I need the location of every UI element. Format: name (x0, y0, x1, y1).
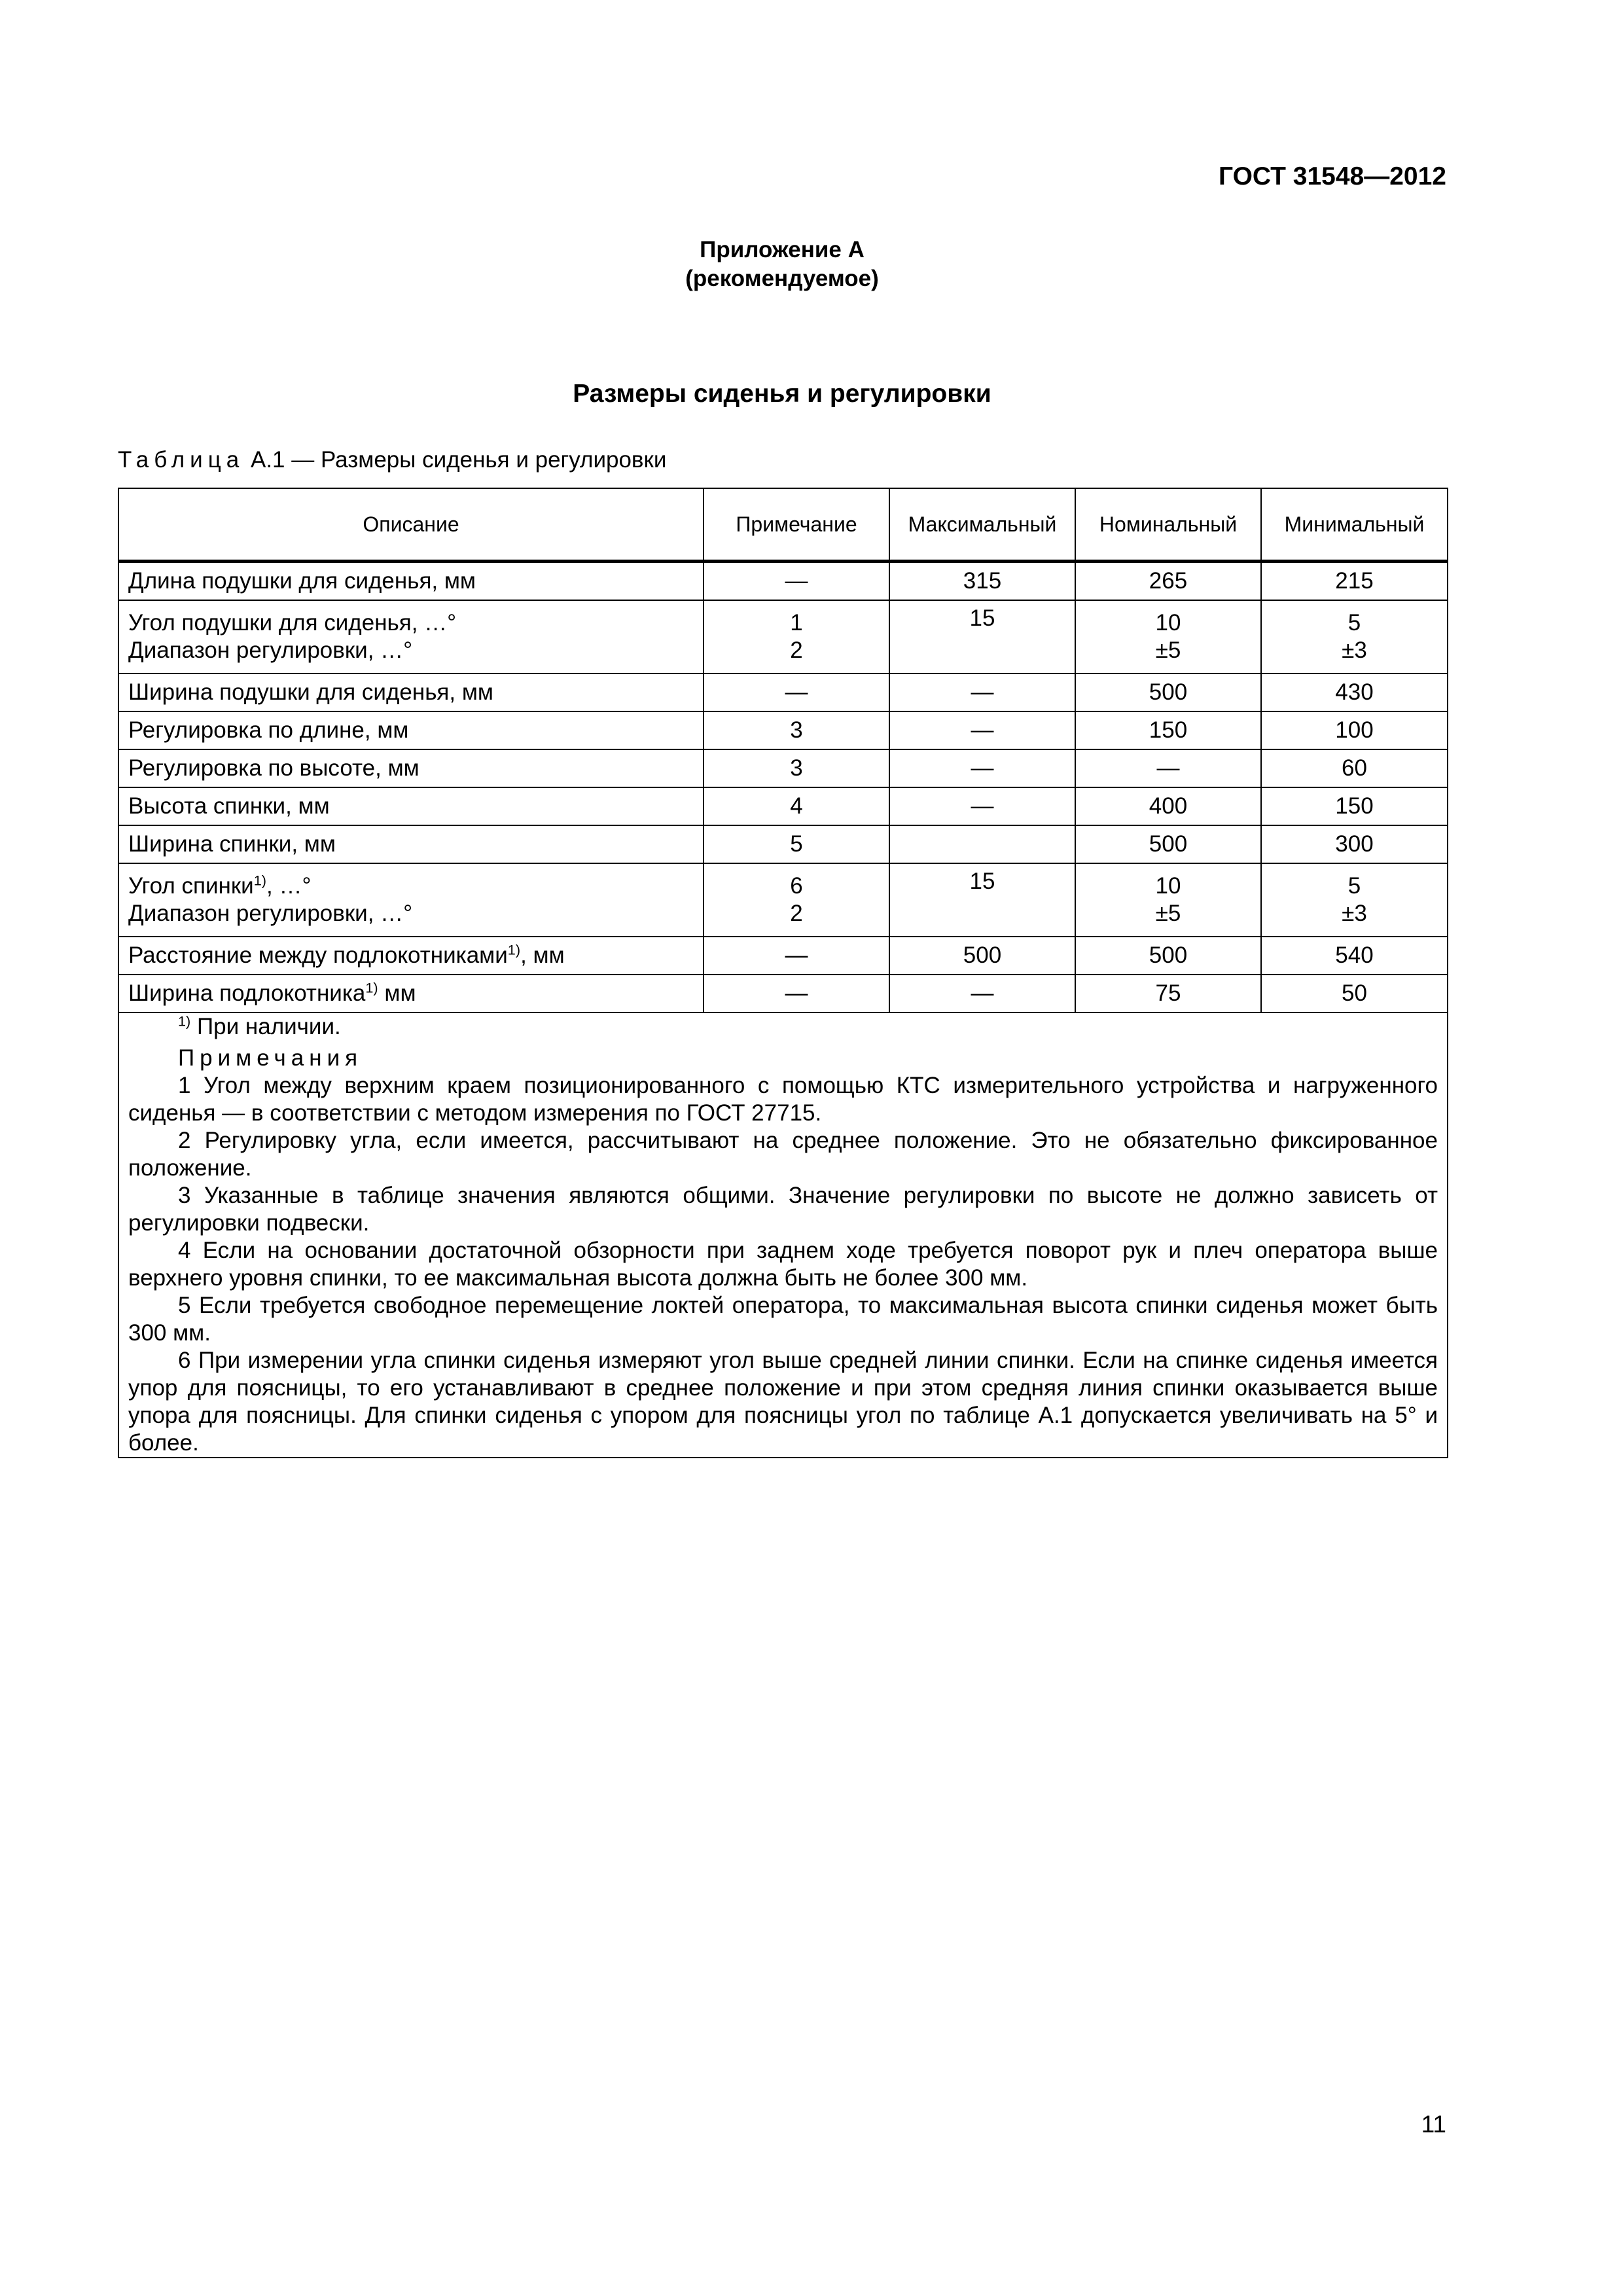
cell-nominal: 500 (1075, 673, 1261, 711)
cell-line: 1 (790, 610, 803, 636)
cell-minimum: 50 (1261, 975, 1448, 1013)
cell-maximum (889, 863, 1075, 937)
table-caption (118, 447, 666, 473)
note-item: 4 Если на основании достаточной обзорности при заднем ходе требуется поворот рук и плеч оператора выше верхнего уровня спинки, то ее максимальная высота должна быть не более 300 мм. (128, 1238, 1438, 1291)
cell-note: 5 (704, 825, 889, 863)
cell-nominal: 500 (1075, 825, 1261, 863)
note-item: 3 Указанные в таблице значения являются общими. Значение регулировки по высоте не должно зависеть от регулировки подвески. (128, 1183, 1438, 1236)
cell-note: — (704, 937, 889, 975)
cell-line: ±3 (1342, 901, 1367, 926)
table-row (118, 975, 1448, 1013)
cell-nominal (1075, 863, 1261, 937)
cell-minimum (1261, 600, 1448, 673)
cell-note: 4 (704, 787, 889, 825)
cell-line: 5 (1347, 873, 1361, 899)
page-number: 11 (1421, 2111, 1446, 2138)
cell-maximum: — (889, 673, 1075, 711)
cell-line: 2 (790, 901, 803, 926)
cell-text: , …° (266, 873, 312, 899)
cell-note (704, 600, 889, 673)
cell-maximum: — (889, 787, 1075, 825)
note-item: 5 Если требуется свободное перемещение локтей оператора, то максимальная высота спинки сиденья может быть 300 мм. (128, 1293, 1438, 1346)
cell-note: — (704, 975, 889, 1013)
cell-maximum (889, 600, 1075, 673)
appendix-title: Приложение А (700, 237, 865, 262)
cell-line (128, 872, 694, 900)
cell-line: ±3 (1342, 637, 1367, 663)
cell-note (704, 863, 889, 937)
cell-nominal (1075, 600, 1261, 673)
cell-line: ±5 (1155, 901, 1181, 926)
section-title: Размеры сиденья и регулировки (573, 380, 991, 408)
seat-dimensions-table (118, 488, 1448, 1458)
cell-line: Угол подушки для сиденья, …° (128, 610, 457, 636)
cell-maximum (889, 825, 1075, 863)
cell-description: Длина подушки для сиденья, мм (118, 562, 704, 601)
table-header-row (118, 488, 1448, 562)
cell-description (118, 937, 704, 975)
cell-description: Ширина спинки, мм (118, 825, 704, 863)
cell-text: Угол спинки (128, 873, 254, 899)
cell-description: Регулировка по высоте, мм (118, 749, 704, 787)
header-maximum: Максимальный (889, 488, 1075, 562)
cell-note: — (704, 562, 889, 601)
table-notes (118, 1013, 1448, 1458)
cell-nominal: 265 (1075, 562, 1261, 601)
cell-line: 10 (1155, 610, 1181, 636)
cell-note: 3 (704, 749, 889, 787)
cell-description (118, 863, 704, 937)
footnote-ref: 1) (253, 872, 266, 889)
header-note: Примечание (704, 488, 889, 562)
footnote-ref: 1) (507, 941, 521, 958)
cell-minimum: 300 (1261, 825, 1448, 863)
header-minimum: Минимальный (1261, 488, 1448, 562)
cell-maximum: 500 (889, 937, 1075, 975)
table-row (118, 673, 1448, 711)
cell-description (118, 600, 704, 673)
cell-maximum: — (889, 749, 1075, 787)
cell-line: 10 (1155, 873, 1181, 899)
table-notes-row (118, 1013, 1448, 1458)
cell-text: Ширина подлокотника (128, 980, 366, 1006)
cell-text: Расстояние между подлокотниками (128, 942, 508, 968)
notes-title: Примечания (178, 1045, 363, 1071)
note-item: 6 При измерении угла спинки сиденья измеряют угол выше средней линии спинки. Если на спинке сиденья имеется упор для поясницы, то его устанавливают в среднее положение и при этом средняя линия спинки оказывается выше упора для поясницы. Для спинки сиденья с упором для поясницы угол по таблице А.1 допускается увеличивать на 5° и более. (128, 1348, 1438, 1456)
appendix-heading (118, 236, 1446, 293)
cell-nominal: — (1075, 749, 1261, 787)
cell-nominal: 500 (1075, 937, 1261, 975)
cell-line: Диапазон регулировки, …° (128, 901, 413, 926)
table-row (118, 937, 1448, 975)
table-row (118, 562, 1448, 601)
cell-note: — (704, 673, 889, 711)
table-row (118, 787, 1448, 825)
cell-minimum: 100 (1261, 711, 1448, 749)
footnote-text: При наличии. (190, 1014, 341, 1039)
cell-description (118, 975, 704, 1013)
cell-nominal: 150 (1075, 711, 1261, 749)
cell-minimum: 430 (1261, 673, 1448, 711)
table-caption-text: Размеры сиденья и регулировки (320, 447, 667, 473)
cell-line: 5 (1347, 610, 1361, 636)
cell-minimum (1261, 863, 1448, 937)
cell-maximum: 315 (889, 562, 1075, 601)
document-code: ГОСТ 31548—2012 (1219, 162, 1446, 190)
header-nominal: Номинальный (1075, 488, 1261, 562)
cell-maximum: — (889, 711, 1075, 749)
footnote (128, 1013, 1438, 1041)
cell-minimum: 150 (1261, 787, 1448, 825)
cell-description: Высота спинки, мм (118, 787, 704, 825)
cell-minimum: 60 (1261, 749, 1448, 787)
header-description: Описание (118, 488, 704, 562)
footnote-ref: 1) (365, 979, 378, 996)
cell-line: Диапазон регулировки, …° (128, 637, 413, 663)
cell-line: 15 (969, 605, 995, 631)
table-row (118, 749, 1448, 787)
table-row (118, 825, 1448, 863)
cell-nominal: 400 (1075, 787, 1261, 825)
cell-line: 6 (790, 873, 803, 899)
table-row (118, 711, 1448, 749)
cell-maximum: — (889, 975, 1075, 1013)
note-item: 2 Регулировку угла, если имеется, рассчитывают на среднее положение. Это не обязательно фиксированное положение. (128, 1128, 1438, 1181)
cell-text: , мм (520, 942, 565, 968)
cell-description: Ширина подушки для сиденья, мм (118, 673, 704, 711)
cell-line: 15 (969, 869, 995, 894)
cell-minimum: 540 (1261, 937, 1448, 975)
footnote-marker: 1) (178, 1013, 191, 1030)
table-caption-number: А.1 — (250, 447, 315, 473)
cell-minimum: 215 (1261, 562, 1448, 601)
cell-text: мм (378, 980, 416, 1006)
appendix-subtitle: (рекомендуемое) (685, 266, 879, 291)
table-row (118, 863, 1448, 937)
cell-description: Регулировка по длине, мм (118, 711, 704, 749)
table-row (118, 600, 1448, 673)
note-item: 1 Угол между верхним краем позиционированного с помощью КТС измерительного устройства и нагруженного сиденья — в соответствии с методом измерения по ГОСТ 27715. (128, 1073, 1438, 1126)
cell-note: 3 (704, 711, 889, 749)
cell-line: ±5 (1155, 637, 1181, 663)
cell-nominal: 75 (1075, 975, 1261, 1013)
cell-line: 2 (790, 637, 803, 663)
table-caption-label: Таблица (118, 447, 245, 473)
